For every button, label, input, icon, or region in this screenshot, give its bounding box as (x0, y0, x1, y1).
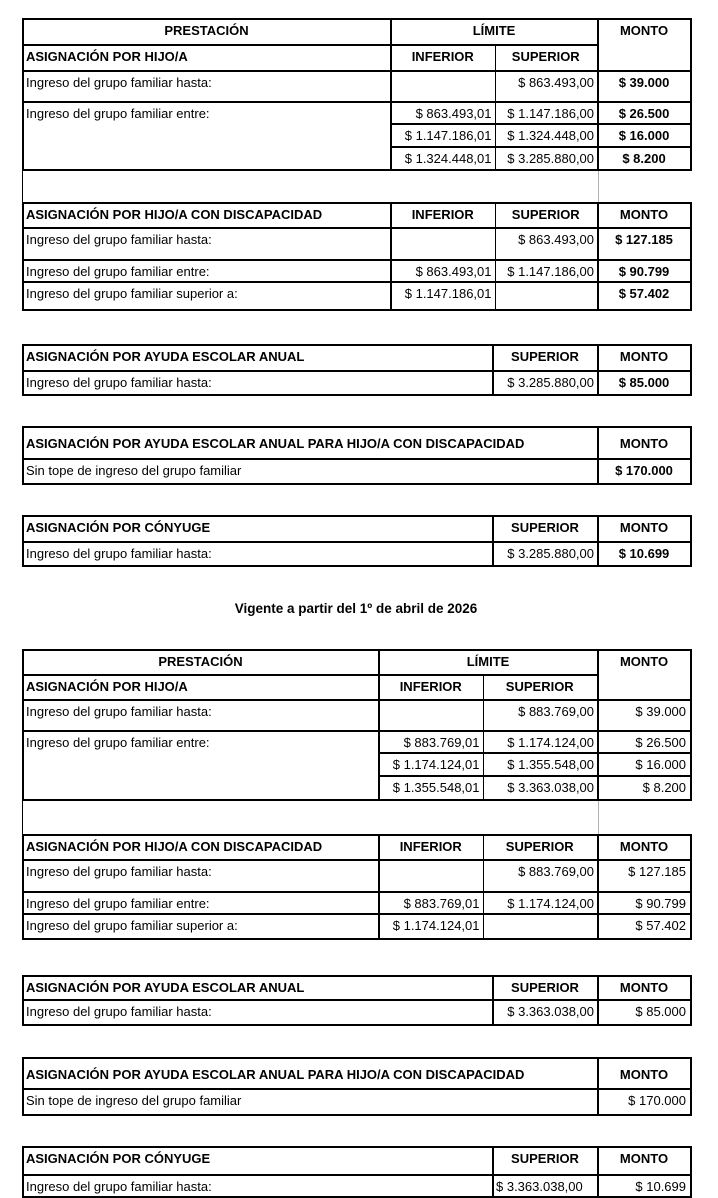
cell-inferior: $ 883.769,01 (379, 892, 483, 914)
table-row (23, 260, 691, 282)
cell-inferior-empty (379, 860, 483, 892)
table-row (23, 700, 691, 731)
header-superior: SUPERIOR (495, 203, 598, 228)
cell-superior: $ 863.493,00 (495, 228, 598, 260)
table-ayuda-escolar-discapacidad-2026 (22, 1057, 692, 1116)
table-row (23, 1000, 691, 1025)
cell-label: Sin tope de ingreso del grupo familiar (23, 459, 598, 484)
table-title: ASIGNACIÓN POR CÓNYUGE (23, 1147, 493, 1175)
cell-label: Ingreso del grupo familiar hasta: (23, 228, 391, 260)
table-title: ASIGNACIÓN POR HIJO/A CON DISCAPACIDAD (23, 203, 391, 228)
cell-monto: $ 10.699 (598, 1175, 691, 1197)
cell-monto: $ 127.185 (598, 228, 691, 260)
table-row (23, 516, 691, 542)
table-gap (22, 1116, 690, 1146)
table-title: ASIGNACIÓN POR AYUDA ESCOLAR ANUAL PARA HIJO/A CON DISCAPACIDAD (23, 1058, 598, 1089)
cell-label: Ingreso del grupo familiar superior a: (23, 914, 379, 939)
table-row (23, 1089, 691, 1115)
cell-label: Sin tope de ingreso del grupo familiar (23, 1089, 598, 1115)
cell-label: Ingreso del grupo familiar hasta: (23, 542, 493, 566)
header-monto: MONTO (598, 1147, 691, 1175)
table-row (23, 835, 691, 860)
cell-monto: $ 57.402 (598, 914, 691, 939)
cell-monto: $ 39.000 (598, 71, 691, 102)
table-row (23, 203, 691, 228)
cell-inferior: $ 1.324.448,01 (391, 147, 495, 170)
table-hijo-discapacidad-actual (22, 202, 692, 311)
table-row (23, 459, 691, 484)
header-superior: SUPERIOR (483, 835, 598, 860)
cell-label: Ingreso del grupo familiar hasta: (23, 371, 493, 395)
table-gap (22, 1026, 690, 1057)
cell-monto: $ 26.500 (598, 102, 691, 124)
cell-superior: $ 3.363.038,00 (493, 1000, 598, 1025)
cell-monto: $ 85.000 (598, 371, 691, 395)
cell-inferior: $ 883.769,01 (379, 731, 483, 753)
cell-monto: $ 16.000 (598, 753, 691, 776)
table-gap (22, 940, 690, 975)
cell-inferior: $ 1.355.548,01 (379, 776, 483, 800)
cell-monto: $ 10.699 (598, 542, 691, 566)
cell-superior: $ 1.174.124,00 (483, 731, 598, 753)
grid-remnant-line (598, 171, 599, 202)
header-superior: SUPERIOR (493, 516, 598, 542)
cell-superior: $ 863.493,00 (495, 71, 598, 102)
cell-label: Ingreso del grupo familiar entre: (23, 731, 379, 800)
table-row (23, 371, 691, 395)
table-title: ASIGNACIÓN POR AYUDA ESCOLAR ANUAL (23, 976, 493, 1000)
header-inferior: INFERIOR (391, 203, 495, 228)
table-gap (22, 171, 690, 202)
table-gap (22, 311, 690, 344)
header-monto: MONTO (598, 203, 691, 228)
header-limite: LÍMITE (379, 650, 598, 675)
cell-monto: $ 39.000 (598, 700, 691, 731)
cell-monto: $ 127.185 (598, 860, 691, 892)
header-inferior: INFERIOR (391, 45, 495, 71)
cell-label: Ingreso del grupo familiar hasta: (23, 700, 379, 731)
cell-label: Ingreso del grupo familiar hasta: (23, 860, 379, 892)
table-row (23, 914, 691, 939)
cell-label: Ingreso del grupo familiar entre: (23, 260, 391, 282)
cell-monto: $ 16.000 (598, 124, 691, 147)
cell-monto: $ 57.402 (598, 282, 691, 310)
cell-inferior: $ 1.147.186,01 (391, 282, 495, 310)
table-hijo-2026 (22, 649, 692, 801)
cell-superior-empty (483, 914, 598, 939)
cell-superior: $ 1.324.448,00 (495, 124, 598, 147)
cell-inferior: $ 863.493,01 (391, 102, 495, 124)
table-row (23, 345, 691, 371)
cell-monto: $ 90.799 (598, 260, 691, 282)
cell-label: Ingreso del grupo familiar hasta: (23, 1000, 493, 1025)
cell-monto: $ 8.200 (598, 776, 691, 800)
cell-inferior-empty (379, 700, 483, 731)
table-gap (22, 485, 690, 515)
table-row (23, 892, 691, 914)
table-row (23, 1175, 691, 1197)
cell-inferior: $ 1.147.186,01 (391, 124, 495, 147)
cell-superior: $ 3.285.880,00 (495, 147, 598, 170)
table-row (23, 45, 691, 71)
cell-monto: $ 90.799 (598, 892, 691, 914)
header-monto: MONTO (598, 19, 691, 71)
cell-monto: $ 26.500 (598, 731, 691, 753)
table-row (23, 282, 691, 310)
header-monto: MONTO (598, 1058, 691, 1089)
table-conyuge-2026 (22, 1146, 692, 1198)
table-hijo-actual (22, 18, 692, 171)
cell-superior: $ 3.363.038,00 (483, 776, 598, 800)
header-monto: MONTO (598, 427, 691, 459)
cell-inferior: $ 1.174.124,01 (379, 914, 483, 939)
table-row (23, 1147, 691, 1175)
cell-label: Ingreso del grupo familiar entre: (23, 892, 379, 914)
cell-label: Ingreso del grupo familiar entre: (23, 102, 391, 170)
table-row (23, 650, 691, 675)
cell-superior: $ 1.355.548,00 (483, 753, 598, 776)
table-ayuda-escolar-actual (22, 344, 692, 396)
table-title: ASIGNACIÓN POR AYUDA ESCOLAR ANUAL PARA HIJO/A CON DISCAPACIDAD (23, 427, 598, 459)
cell-superior-empty (495, 282, 598, 310)
header-superior: SUPERIOR (495, 45, 598, 71)
table-row (23, 228, 691, 260)
cell-monto: $ 8.200 (598, 147, 691, 170)
grid-remnant-line (22, 171, 23, 202)
cell-inferior-empty (391, 228, 495, 260)
cell-monto: $ 85.000 (598, 1000, 691, 1025)
header-superior: SUPERIOR (483, 675, 598, 700)
table-title: ASIGNACIÓN POR HIJO/A (23, 675, 379, 700)
header-inferior: INFERIOR (379, 835, 483, 860)
cell-superior: $ 883.769,00 (483, 700, 598, 731)
cell-monto: $ 170.000 (598, 459, 691, 484)
table-gap (22, 801, 690, 834)
table-row (23, 860, 691, 892)
header-monto: MONTO (598, 835, 691, 860)
header-monto: MONTO (598, 345, 691, 371)
header-inferior: INFERIOR (379, 675, 483, 700)
table-title: ASIGNACIÓN POR AYUDA ESCOLAR ANUAL (23, 345, 493, 371)
table-row (23, 1058, 691, 1089)
header-monto: MONTO (598, 516, 691, 542)
table-row (23, 102, 691, 124)
cell-superior: $ 1.147.186,00 (495, 102, 598, 124)
table-title: ASIGNACIÓN POR HIJO/A CON DISCAPACIDAD (23, 835, 379, 860)
cell-label: Ingreso del grupo familiar superior a: (23, 282, 391, 310)
table-row (23, 427, 691, 459)
cell-inferior-empty (391, 71, 495, 102)
cell-superior: $ 1.174.124,00 (483, 892, 598, 914)
cell-label: Ingreso del grupo familiar hasta: (23, 1175, 493, 1197)
cell-inferior: $ 1.174.124,01 (379, 753, 483, 776)
header-superior: SUPERIOR (493, 976, 598, 1000)
cell-label: Ingreso del grupo familiar hasta: (23, 71, 391, 102)
cell-superior: $ 3.285.880,00 (493, 542, 598, 566)
table-title: ASIGNACIÓN POR CÓNYUGE (23, 516, 493, 542)
header-monto: MONTO (598, 650, 691, 700)
cell-superior: $ 3.285.880,00 (493, 371, 598, 395)
cell-inferior: $ 863.493,01 (391, 260, 495, 282)
cell-monto: $ 170.000 (598, 1089, 691, 1115)
table-hijo-discapacidad-2026 (22, 834, 692, 940)
table-row (23, 19, 691, 45)
table-ayuda-escolar-discapacidad-actual (22, 426, 692, 485)
cell-superior: $ 883.769,00 (483, 860, 598, 892)
table-conyuge-actual (22, 515, 692, 567)
cell-superior: $ 1.147.186,00 (495, 260, 598, 282)
table-row (23, 542, 691, 566)
header-superior: SUPERIOR (493, 345, 598, 371)
table-ayuda-escolar-2026 (22, 975, 692, 1026)
table-row (23, 71, 691, 102)
header-limite: LÍMITE (391, 19, 598, 45)
table-title: ASIGNACIÓN POR HIJO/A (23, 45, 391, 71)
table-gap (22, 396, 690, 426)
table-row (23, 675, 691, 700)
table-row (23, 976, 691, 1000)
header-superior: SUPERIOR (493, 1147, 598, 1175)
header-prestacion: PRESTACIÓN (23, 19, 391, 45)
grid-remnant-line (22, 801, 23, 834)
grid-remnant-line (598, 801, 599, 834)
table-row (23, 731, 691, 753)
cell-superior: $ 3.363.038,00 (493, 1175, 598, 1197)
section-title-2026: Vigente a partir del 1º de abril de 2026 (234, 600, 478, 616)
header-prestacion: PRESTACIÓN (23, 650, 379, 675)
header-monto: MONTO (598, 976, 691, 1000)
